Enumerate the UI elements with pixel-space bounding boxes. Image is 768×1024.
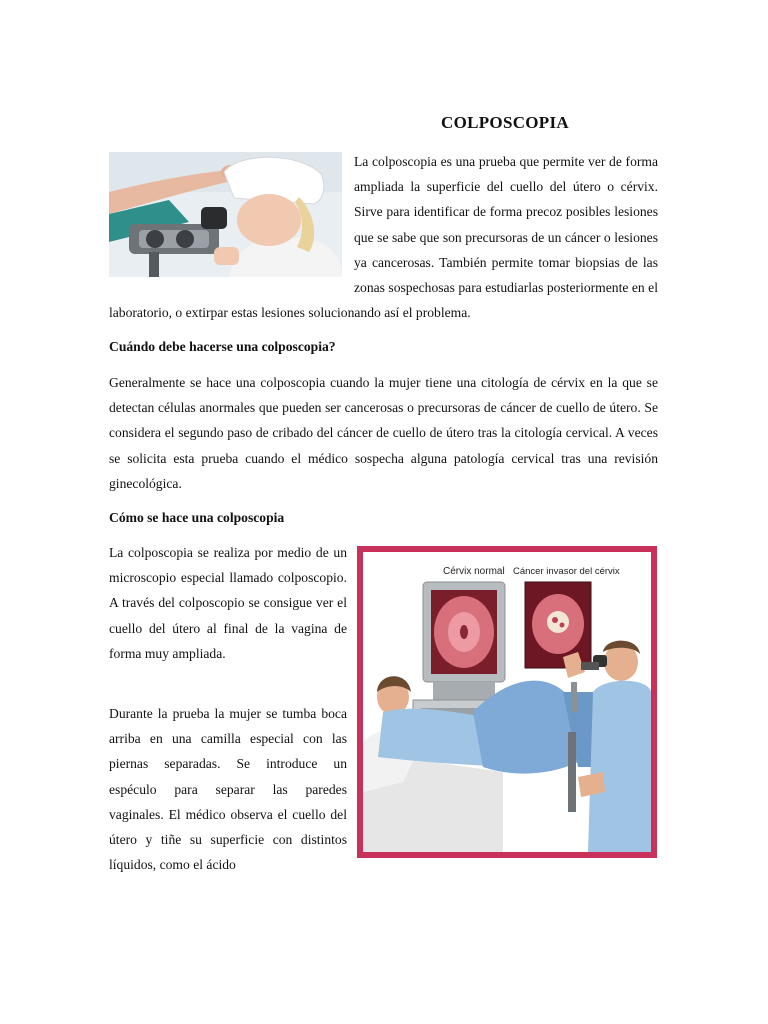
- intro-section: [109, 149, 658, 325]
- section-heading-when: Cuándo debe hacerse una colposcopia?: [109, 339, 336, 354]
- label-cervix-cancer: Cáncer invasor del cérvix: [513, 566, 620, 577]
- intro-paragraph: La colposcopia es una prueba que permite ver de forma ampliada la superficie del cuello del útero o cérvix. Sirve para identificar de forma precoz posibles lesiones que se sabe que son precursoras de un cáncer o lesiones ya cancerosas. También permite tomar biopsias de las zonas sospechosas para estudiarlas posteriormente en el laboratorio, o extirpar estas lesiones solucionando así el problema.: [109, 154, 658, 321]
- colposcopy-illustration: [357, 546, 657, 858]
- document-title: COLPOSCOPIA: [441, 113, 569, 132]
- colposcopy-photo: [109, 152, 342, 277]
- section-how-paragraph-2: Durante la prueba la mujer se tumba boca arriba en una camilla especial con las piernas separadas. Se introduce un espéculo para separar las paredes vaginales. El médico observa el cuello del útero y tiñe su superficie con distintos líquidos, como el ácido: [109, 706, 347, 873]
- section-heading-how: Cómo se hace una colposcopia: [109, 510, 285, 525]
- section-how-paragraph-1: La colposcopia se realiza por medio de un microscopio especial llamado colposcopio. A través del colposcopio se consigue ver el cuello del útero al final de la vagina de forma muy ampliada.: [109, 545, 347, 661]
- section-when-paragraph: Generalmente se hace una colposcopia cuando la mujer tiene una citología de cérvix en la que se detectan células anormales que pueden ser cancerosas o precursoras de cáncer de cuello de útero. Se considera el segundo paso de cribado del cáncer de cuello de útero tras la citología cervical. A veces se solicita esta prueba cuando el médico sospecha alguna patología cervical tras una revisión ginecológica.: [109, 375, 658, 491]
- label-cervix-normal: Cérvix normal: [443, 566, 505, 577]
